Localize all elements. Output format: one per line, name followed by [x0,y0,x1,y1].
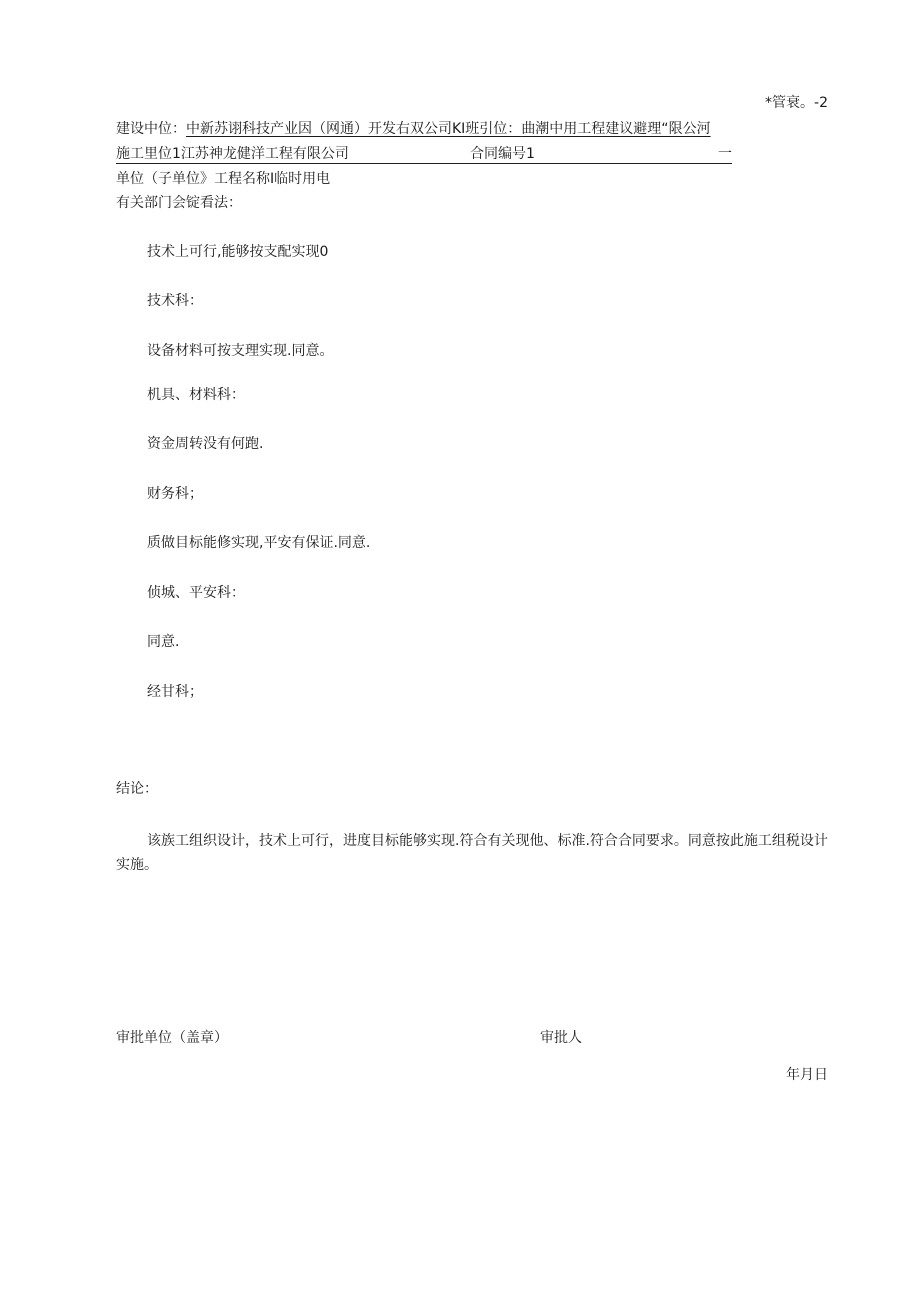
project-name: 单位（子单位》工程名称I临时用电 [116,171,331,187]
supervise-value: 曲潮中用工程建议避理“限公河 [521,121,711,137]
contractor-row [116,147,732,164]
build-unit-label: 建设中位： [116,121,186,137]
opinion-line: 资金周转没有何跑. [147,436,264,452]
opinion-line: 技术上可行,能够按支配实现0 [147,244,329,260]
conclusion-label: 结论： [116,781,158,797]
conclusion-text: 该族工组织设计，技术上可行，进度目标能够实现.符合有关现他、标准.符合合同要求。同意按此施工组税设计实施。 [116,833,828,873]
opinion-line: 财务科； [147,486,203,502]
approver-label: 审批人 [540,1030,582,1046]
build-unit-value: 中新苏诩科技产业因（网通）开发右双公司 [186,121,452,137]
supervise-label: KI班引位： [452,121,522,137]
contract-no-label: 合同编号1 [470,146,535,162]
contractor-text: 施工里位1江苏神龙健洋工程有限公司 [116,146,349,162]
opinion-line: 技术科： [147,293,203,309]
approve-unit-label: 审批单位（盖章） [116,1030,228,1046]
opinion-line: 经甘科； [147,684,203,700]
date-label: 年月日 [786,1067,828,1083]
opinion-line: 质做目标能修实现,平安有保证.同意. [147,535,371,551]
opinion-line: 同意. [147,634,180,650]
opinion-line: 机具、材料科： [147,387,245,403]
dept-heading: 有关部门会锭看法： [116,195,242,211]
contract-no-value: 一 [718,146,732,162]
opinion-line: 侦城、平安科： [147,585,245,601]
opinion-line: 设备材料可按支理实现.同意。 [147,343,334,359]
build-unit-row [116,122,711,136]
table-number: *管衰。-2 [765,95,828,111]
